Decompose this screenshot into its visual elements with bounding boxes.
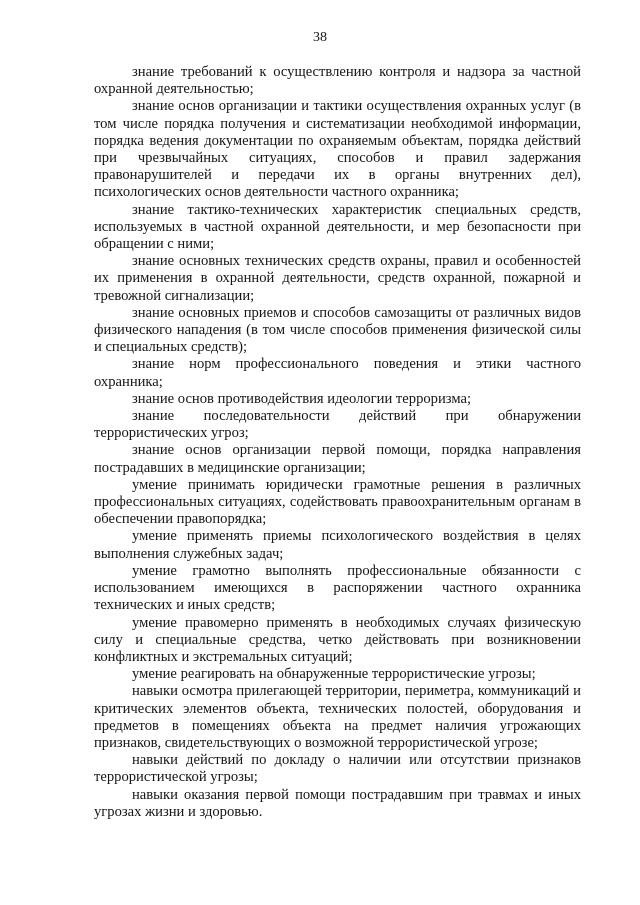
paragraph-inspection-skills: навыки осмотра прилегающей территории, периметра, коммуникаций и критических элементов объекта, технических полостей, оборудования и предметов в помещениях объекта на предмет наличия угрожающих признаков, свидетельствующих о возможной террористической угрозе; [94,683,581,751]
paragraph-technical-security-means: знание основных технических средств охраны, правил и особенностей их применения в охранной деятельности, средств охранной, пожарной и тревожной сигнализации; [94,253,581,304]
paragraph-self-defense: знание основных приемов и способов самозащиты от различных видов физического нападения (в том числе способов применения физической силы и специальных средств); [94,304,581,356]
page-number: 38 [313,30,327,45]
paragraph-legal-decisions: умение принимать юридически грамотные решения в различных профессиональных ситуациях, содействовать правоохранительным органам в обеспечении правопорядка; [94,476,581,528]
paragraph-counter-terrorism-ideology: знание основ противодействия идеологии терроризма; [132,390,472,407]
paragraph-first-aid-organization: знание основ организации первой помощи, порядка направления пострадавших в медицинские организации; [94,442,581,476]
paragraph-professional-duties: умение грамотно выполнять профессиональные обязанности с использованием имеющихся в распоряжении частного охранника технических и иных средств; [94,562,581,614]
paragraph-security-tactics: знание основ организации и тактики осуществления охранных услуг (в том числе порядка получения и систематизации необходимой информации, порядка ведения документации по охраняемым объектам, порядка действий при чрезвычайных ситуациях, способов и правил задержания правонарушителей и передачи их в органы внутренних дел), психологических основ деятельности частного охранника; [94,98,581,201]
paragraph-psychological-influence: умение применять приемы психологического воздействия в целях выполнения служебных задач; [94,528,581,562]
paragraph-first-aid-skills: навыки оказания первой помощи пострадавшим при травмах и иных угрозах жизни и здоровью. [94,786,581,820]
paragraph-requirements-control: знание требований к осуществлению контроля и надзора за частной охранной деятельностью; [94,64,581,98]
paragraph-threat-detection-sequence: знание последовательности действий при обнаружении террористических угроз; [94,408,581,442]
paragraph-use-of-force: умение правомерно применять в необходимых случаях физическую силу и специальные средства, четко действовать при возникновении конфликтных и экстремальных ситуаций; [94,614,581,665]
paragraph-respond-to-threats: умение реагировать на обнаруженные террористические угрозы; [132,666,536,683]
paragraph-professional-ethics: знание норм профессионального поведения и этики частного охранника; [94,356,581,390]
body-text [94,64,581,821]
paragraph-special-means-characteristics: знание тактико-технических характеристик специальных средств, используемых в частной охранной деятельности, и мер безопасности при обращении с ними; [94,201,581,253]
paragraph-reporting-skills: навыки действий по докладу о наличии или отсутствии признаков террористической угрозы; [94,752,581,786]
